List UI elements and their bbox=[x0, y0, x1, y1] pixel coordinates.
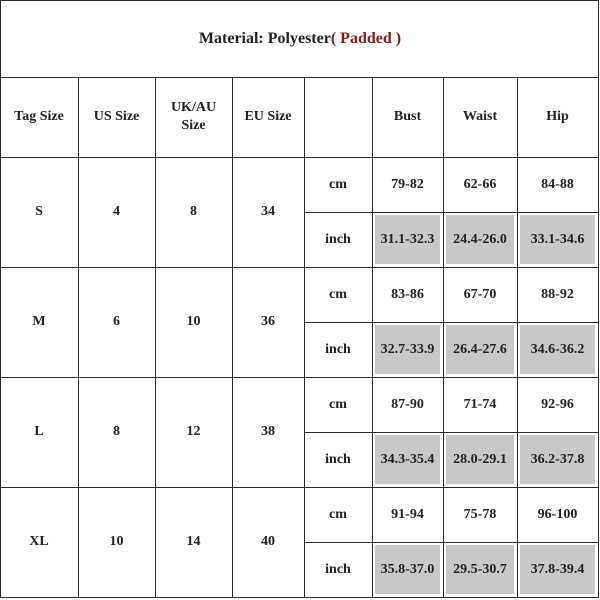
waist-inch-s bbox=[443, 212, 517, 267]
grid-line bbox=[0, 0, 1, 597]
grid-line bbox=[78, 77, 79, 597]
cell-text: 32.7-33.9 bbox=[380, 341, 435, 357]
eu-size-m: 36 bbox=[261, 314, 275, 329]
grid-line bbox=[232, 77, 233, 597]
uk-size-l: 12 bbox=[186, 424, 201, 439]
hip-cm-s: 84-88 bbox=[541, 176, 574, 192]
header-bust: Bust bbox=[393, 109, 422, 124]
uk-size-m: 10 bbox=[186, 314, 201, 329]
grid-line bbox=[304, 77, 305, 597]
cell-text: 37.8-39.4 bbox=[530, 561, 585, 577]
grid-line bbox=[0, 487, 599, 488]
header-eu-size: EU Size bbox=[244, 109, 292, 124]
eu-size-s: 34 bbox=[261, 204, 275, 219]
header-hip: Hip bbox=[546, 109, 569, 124]
header-unit bbox=[304, 77, 372, 157]
eu-size-l: 38 bbox=[261, 424, 275, 439]
grid-line bbox=[0, 377, 599, 378]
uk-size-xl: 14 bbox=[186, 534, 201, 549]
waist-cm-l: 71-74 bbox=[463, 396, 497, 412]
grid-line bbox=[0, 77, 599, 78]
cell-text: 31.1-32.3 bbox=[380, 231, 435, 247]
waist-cm-m: 67-70 bbox=[463, 286, 497, 302]
hip-cm-xl: 96-100 bbox=[537, 506, 578, 522]
cell-text: 36.2-37.8 bbox=[530, 451, 585, 467]
inch-unit-l: inch bbox=[325, 451, 351, 467]
waist-inch-m bbox=[443, 322, 517, 377]
grid-line bbox=[372, 77, 373, 597]
hip-inch-xl bbox=[517, 542, 598, 597]
tag-size-l: L bbox=[34, 424, 44, 439]
eu-size-xl: 40 bbox=[261, 534, 275, 549]
header-uk-au-size: UK/AU Size bbox=[170, 100, 217, 133]
cell-text: 26.4-27.6 bbox=[453, 341, 507, 357]
us-size-s: 4 bbox=[113, 204, 120, 219]
waist-inch-l bbox=[443, 432, 517, 487]
grid-line bbox=[304, 212, 598, 213]
bust-inch-s bbox=[372, 212, 443, 267]
cm-unit-m: cm bbox=[329, 286, 347, 302]
cell-text: 24.4-26.0 bbox=[453, 231, 507, 247]
inch-unit-s: inch bbox=[325, 231, 351, 247]
grid-line bbox=[443, 77, 444, 597]
us-size-xl: 10 bbox=[109, 534, 124, 549]
bust-cm-xl: 91-94 bbox=[391, 506, 424, 522]
cell-text: 33.1-34.6 bbox=[530, 231, 585, 247]
bust-inch-l bbox=[372, 432, 443, 487]
grid-line bbox=[0, 0, 599, 1]
uk-size-s: 8 bbox=[190, 204, 197, 219]
grid-line bbox=[304, 322, 598, 323]
bust-cm-l: 87-90 bbox=[391, 396, 424, 412]
inch-unit-m: inch bbox=[325, 341, 351, 357]
tag-size-xl: XL bbox=[29, 534, 49, 549]
cell-text: 35.8-37.0 bbox=[380, 561, 435, 577]
header-us-size: US Size bbox=[93, 109, 140, 124]
bust-cm-s: 79-82 bbox=[391, 176, 424, 192]
table-title bbox=[0, 0, 600, 77]
cell-text: 34.6-36.2 bbox=[530, 341, 585, 357]
bust-cm-m: 83-86 bbox=[391, 286, 424, 302]
header-tag-size: Tag Size bbox=[14, 109, 64, 124]
cm-unit-xl: cm bbox=[329, 506, 347, 522]
inch-unit-xl: inch bbox=[325, 561, 351, 577]
cell-text: 34.3-35.4 bbox=[380, 451, 435, 467]
waist-cm-xl: 75-78 bbox=[463, 506, 497, 522]
tag-size-m: M bbox=[32, 314, 46, 329]
title-material: Material: Polyester bbox=[198, 29, 331, 47]
us-size-m: 6 bbox=[113, 314, 120, 329]
cm-unit-s: cm bbox=[329, 176, 347, 192]
bust-inch-xl bbox=[372, 542, 443, 597]
hip-cm-l: 92-96 bbox=[541, 396, 574, 412]
grid-line bbox=[0, 157, 599, 158]
bust-inch-m bbox=[372, 322, 443, 377]
header-waist: Waist bbox=[462, 109, 498, 124]
hip-inch-s bbox=[517, 212, 598, 267]
hip-inch-l bbox=[517, 432, 598, 487]
grid-line bbox=[155, 77, 156, 597]
tag-size-s: S bbox=[35, 204, 43, 219]
grid-line bbox=[304, 542, 598, 543]
waist-cm-s: 62-66 bbox=[463, 176, 497, 192]
grid-line bbox=[0, 267, 599, 268]
cell-text: 29.5-30.7 bbox=[453, 561, 507, 577]
cm-unit-l: cm bbox=[329, 396, 347, 412]
us-size-l: 8 bbox=[113, 424, 120, 439]
cell-text: 28.0-29.1 bbox=[453, 451, 507, 467]
grid-line bbox=[0, 597, 599, 598]
grid-line bbox=[517, 77, 518, 597]
grid-line bbox=[598, 0, 599, 597]
grid-line bbox=[304, 432, 598, 433]
hip-cm-m: 88-92 bbox=[541, 286, 574, 302]
waist-inch-xl bbox=[443, 542, 517, 597]
title-padded-note: ( Padded ) bbox=[330, 29, 402, 47]
hip-inch-m bbox=[517, 322, 598, 377]
